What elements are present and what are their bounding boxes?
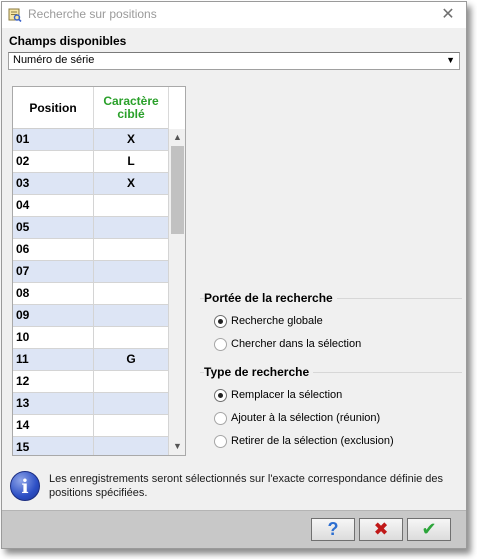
search-scope-group [200,291,462,352]
position-cell: 06 [13,239,94,260]
table-row[interactable] [13,371,169,393]
table-row[interactable] [13,129,169,151]
scrollbar-thumb[interactable] [171,146,184,234]
position-cell: 02 [13,151,94,172]
target-char-cell[interactable] [94,437,169,456]
table-row[interactable] [13,195,169,217]
close-button[interactable] [438,5,458,25]
radio-replace-selection[interactable] [214,387,342,403]
target-char-cell[interactable] [94,261,169,282]
radio-search-in-selection-label: Chercher dans la sélection [231,338,362,350]
position-cell: 05 [13,217,94,238]
position-cell: 07 [13,261,94,282]
position-cell: 14 [13,415,94,436]
position-cell: 15 [13,437,94,456]
info-message: Les enregistrements seront sélectionnés sur l'exacte correspondance définie des positions spécifiées. [49,473,444,499]
column-header-position: Position [13,87,94,129]
table-row[interactable] [13,239,169,261]
button-bar [2,510,466,548]
dropdown-arrow-icon: ▼ [446,55,455,65]
radio-remove-from-selection[interactable] [214,433,394,449]
dialog-window [1,1,467,549]
radio-button-unchecked[interactable] [214,435,227,448]
target-char-cell[interactable] [94,195,169,216]
grid-rows [13,129,169,456]
radio-search-in-selection[interactable] [214,336,361,352]
target-char-cell[interactable] [94,415,169,436]
position-cell: 08 [13,283,94,304]
table-row[interactable] [13,437,169,456]
search-scope-title: Portée de la recherche [204,291,337,305]
position-cell: 09 [13,305,94,326]
position-cell: 10 [13,327,94,348]
table-row[interactable] [13,415,169,437]
close-icon: ✕ [441,6,455,23]
table-row[interactable] [13,349,169,371]
search-type-title: Type de recherche [204,365,313,379]
check-icon: ✔ [421,519,437,539]
target-char-cell[interactable]: G [94,349,169,370]
position-cell: 03 [13,173,94,194]
table-row[interactable] [13,283,169,305]
target-char-cell[interactable]: L [94,151,169,172]
radio-replace-selection-label: Remplacer la sélection [231,389,343,401]
table-row[interactable] [13,217,169,239]
table-row[interactable] [13,173,169,195]
radio-add-to-selection[interactable] [214,410,380,426]
scroll-down-icon[interactable]: ▼ [173,441,182,451]
column-header-target-char: Caractère ciblé [94,87,169,129]
available-fields-label: Champs disponibles [9,34,127,48]
target-char-cell[interactable] [94,305,169,326]
target-char-cell[interactable] [94,371,169,392]
radio-global-search[interactable] [214,313,323,329]
table-row[interactable] [13,327,169,349]
target-char-cell[interactable]: X [94,129,169,150]
position-cell: 01 [13,129,94,150]
radio-remove-from-selection-label: Retirer de la sélection (exclusion) [231,435,394,447]
help-icon: ? [327,519,339,539]
target-char-cell[interactable] [94,217,169,238]
grid-scrollbar[interactable] [169,129,186,455]
radio-button-checked[interactable] [214,315,227,328]
table-row[interactable] [13,393,169,415]
title-bar [2,2,466,28]
table-row[interactable] [13,151,169,173]
grid-header [13,87,169,129]
target-char-cell[interactable]: X [94,173,169,194]
target-char-cell[interactable] [94,393,169,414]
target-char-cell[interactable] [94,283,169,304]
available-fields-value: Numéro de série [13,54,95,66]
radio-button-unchecked[interactable] [214,412,227,425]
help-button[interactable] [311,518,355,541]
position-cell: 13 [13,393,94,414]
radio-button-unchecked[interactable] [214,338,227,351]
cancel-icon: ✖ [373,519,389,539]
table-row[interactable] [13,261,169,283]
scroll-up-icon[interactable]: ▲ [173,132,182,142]
target-char-cell[interactable] [94,327,169,348]
info-icon: i [10,471,40,501]
position-cell: 11 [13,349,94,370]
table-search-icon [8,8,22,22]
available-fields-dropdown[interactable] [8,52,460,70]
ok-button[interactable] [407,518,451,541]
grid-header-filler [169,87,186,129]
target-char-cell[interactable] [94,239,169,260]
position-cell: 04 [13,195,94,216]
radio-global-search-label: Recherche globale [231,315,323,327]
position-cell: 12 [13,371,94,392]
radio-button-checked[interactable] [214,389,227,402]
window-title: Recherche sur positions [28,7,157,21]
radio-add-to-selection-label: Ajouter à la sélection (réunion) [231,412,381,424]
positions-grid[interactable] [12,86,186,456]
table-row[interactable] [13,305,169,327]
cancel-button[interactable] [359,518,403,541]
search-type-group [200,365,462,452]
